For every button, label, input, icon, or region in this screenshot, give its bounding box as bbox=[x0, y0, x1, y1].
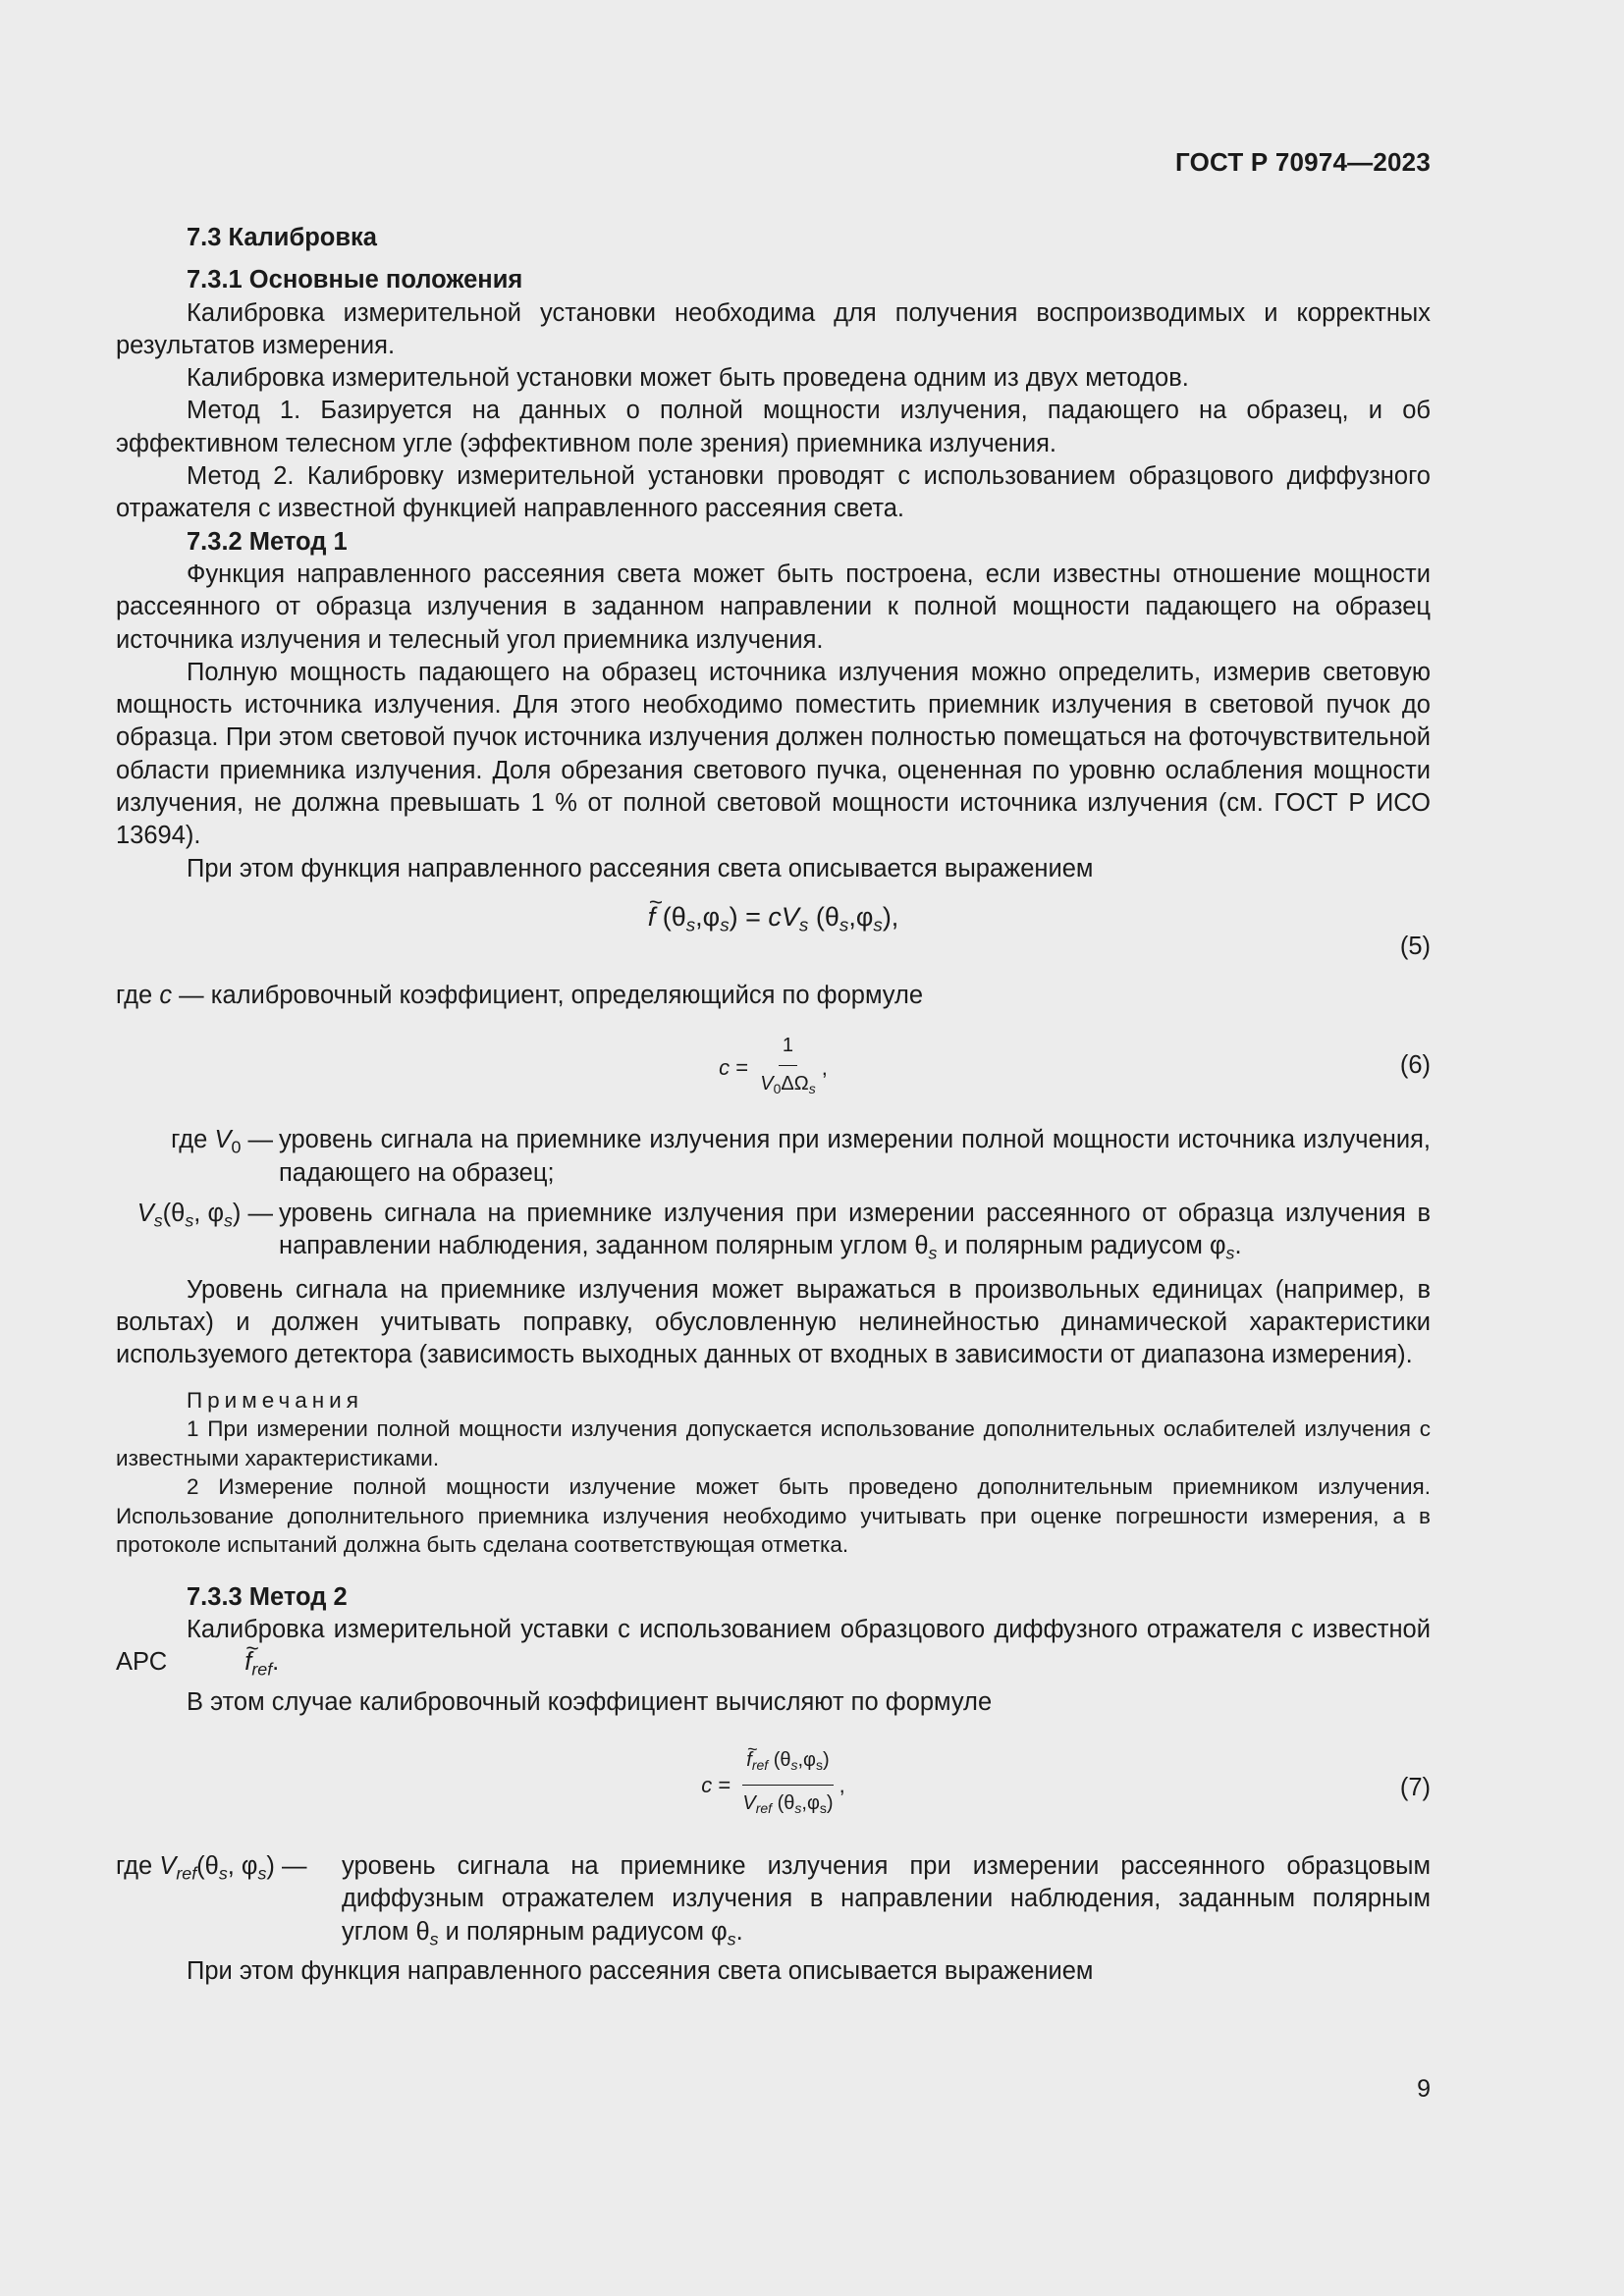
paragraph: Полную мощность падающего на образец источника излучения можно определить, измерив световую мощность источника излучения. Для этого необходимо поместить приемник излучения в световой пучок до образца. При этом световой пучок источника излучения должен полностью помещаться на фоточувствительной области приемника излучения. Доля обрезания светового пучка, оцененная по уровню ослабления мощности излучения, не должна превышать 1 % от полной световой мощности источника излучения (см. ГОСТ Р ИСО 13694). bbox=[116, 658, 1431, 850]
section-7-3-title: 7.3 Калибровка bbox=[187, 224, 377, 251]
page-number: 9 bbox=[1417, 2075, 1431, 2103]
paragraph-method-1: Метод 1. Базируется на данных о полной мощности излучения, падающего на образец, и об эффективном телесном угле (эффективном поле зрения) приемника излучения. bbox=[116, 397, 1431, 457]
paragraph: Уровень сигнала на приемнике излучения может выражаться в произвольных единицах (например, в вольтах) и должен учитывать поправку, обусловленную нелинейностью динамической характеристики используемого детектора (зависимость выходных данных от входных в зависимости от диапазона измерения). bbox=[116, 1275, 1431, 1369]
definition-term: $V_s(\theta_s$, $\varphi_s$) — bbox=[136, 1199, 273, 1231]
paragraph: Калибровка измерительной установки может быть проведена одним из двух методов. bbox=[187, 364, 1189, 393]
formula-7 bbox=[116, 1736, 1431, 1815]
paragraph: В этом случае калибровочный коэффициент вычисляют по формуле bbox=[187, 1687, 993, 1716]
formula-5-expression: ~ f $(\theta_s,\varphi_s) = cV_s$ $(\theta_s,\varphi_s)$, bbox=[116, 901, 1431, 942]
where-c-line: где c — калибровочный коэффициент, определяющийся по формуле bbox=[116, 981, 924, 1009]
definition-text: уровень сигнала на приемнике излучения при измерении рассеянного от образца излучения в направлении наблюдения, заданном полярным углом $\theta_s$ и полярным радиусом $\varphi_s$. bbox=[279, 1199, 1431, 1263]
definition-vs bbox=[116, 1198, 1431, 1270]
formula-7-expression: c = ~ $\frac{f_{ref} (\theta_s,\varphi_s)}{V_{ref} (\theta_s,\varphi_s)}$ , bbox=[701, 1744, 844, 1825]
definition-v0 bbox=[116, 1124, 1431, 1190]
paragraph: Функция направленного рассеяния света может быть построена, если известны отношение мощности рассеянного от образца излучения в заданном направлении к полной мощности падающего на образец источника излучения и телесный угол приемника излучения. bbox=[116, 560, 1431, 654]
notes-block bbox=[116, 1386, 1431, 1560]
formula-7-number: (7) bbox=[1399, 1774, 1431, 1802]
definition-text: уровень сигнала на приемнике излучения при измерении полной мощности источника излучения, падающего на образец; bbox=[279, 1126, 1431, 1187]
definitions-list bbox=[116, 1124, 1431, 1270]
formula-6-number: (6) bbox=[1399, 1051, 1431, 1080]
formula-5-number: (5) bbox=[1399, 932, 1431, 960]
definition-text: уровень сигнала на приемнике излучения при измерении рассеянного образцовым диффузным отражателем излучения в направлении наблюдения, заданным полярным углом $\theta_s$ и полярным радиусом $\varphi_s$. bbox=[342, 1852, 1431, 1949]
note-2: 2 Измерение полной мощности излучение может быть проведено дополнительным приемником излучения. Использование дополнительного приемника излучения необходимо учитывать при оценке погрешности измерения, а в протоколе испытаний должна быть сделана соответствующая отметка. bbox=[116, 1474, 1431, 1558]
paragraph: При этом функция направленного рассеяния света описывается выражением bbox=[187, 1957, 1094, 1986]
document-id-header: ГОСТ Р 70974—2023 bbox=[1175, 147, 1431, 177]
definition-vref bbox=[116, 1850, 1431, 1955]
notes-title: Примечания bbox=[187, 1387, 363, 1413]
formula-6-expression: c = $\frac{1}{V_0\Delta\Omega_s}$ , bbox=[719, 1030, 828, 1105]
note-1: 1 При измерении полной мощности излучения допускается использование дополнительных ослабителей излучения с известными характеристиками. bbox=[116, 1416, 1431, 1470]
formula-5 bbox=[116, 895, 1431, 974]
section-7-3-2-title: 7.3.2 Метод 1 bbox=[187, 527, 348, 556]
paragraph-method-2: Метод 2. Калибровку измерительной установки проводят с использованием образцового диффузного отражателя с известной функцией направленного рассеяния света. bbox=[116, 462, 1431, 523]
definitions-list bbox=[116, 1850, 1431, 1955]
definition-term: где $V_0$ — bbox=[171, 1126, 273, 1157]
section-7-3-1-title: 7.3.1 Основные положения bbox=[187, 266, 523, 294]
paragraph: Калибровка измерительной установки необходима для получения воспроизводимых и корректных результатов измерения. bbox=[116, 298, 1431, 359]
formula-6 bbox=[116, 1030, 1431, 1098]
page-content bbox=[116, 222, 1431, 1989]
section-7-3-3-title: 7.3.3 Метод 2 bbox=[187, 1582, 348, 1611]
paragraph: При этом функция направленного рассеяния света описывается выражением bbox=[187, 854, 1094, 882]
definition-term: где $V_{ref}(\theta_s$, $\varphi_s$) — bbox=[116, 1852, 307, 1884]
paragraph: Калибровка измерительной уставки с использованием образцового диффузного отражателя с известной АРС ~ $f_{ref}$. bbox=[116, 1614, 1431, 1686]
